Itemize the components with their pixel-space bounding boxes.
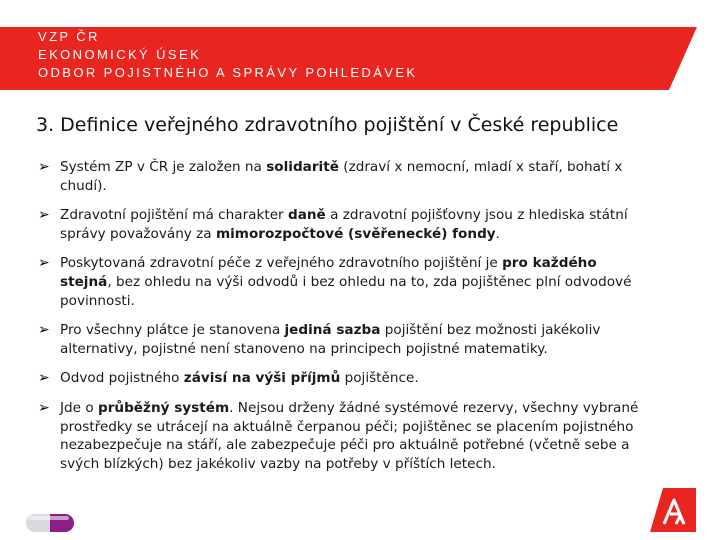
bullet-item <box>38 206 648 243</box>
slide-title: 3. Definice veřejného zdravotního pojištění v České republice <box>36 114 619 136</box>
bullet-item <box>38 369 648 388</box>
bullet-item <box>38 254 648 310</box>
bullet-emphasis: pro každého stejná <box>60 255 597 290</box>
bullet-text: . <box>495 225 500 242</box>
header-line-section: ODBOR POJISTNÉHO A SPRÁVY POHLEDÁVEK <box>38 65 418 80</box>
bullet-item <box>38 158 648 195</box>
bullet-emphasis: závisí na výši příjmů <box>183 370 341 387</box>
pill-icon <box>24 508 76 536</box>
bullet-text: Systém ZP v ČR je založen na <box>60 159 267 175</box>
bullet-emphasis: jediná sazba <box>284 322 381 339</box>
bullet-text: Odvod pojistného <box>60 370 184 387</box>
arrow-bullet-icon: ➢ <box>38 370 50 387</box>
bullet-item <box>38 321 648 358</box>
arrow-bullet-icon: ➢ <box>38 207 50 224</box>
bullet-emphasis: mimorozpočtové (svěřenecké) fondy <box>215 225 496 242</box>
arrow-bullet-icon: ➢ <box>38 159 50 175</box>
header-line-organization: VZP ČR <box>38 29 100 44</box>
bullet-text: (zdraví x nemocní, mladí x staří, bohatí x chudí). <box>60 159 623 194</box>
bullet-emphasis: daně <box>287 207 326 224</box>
vzp-logo-icon <box>650 488 696 532</box>
bullet-list <box>38 158 648 484</box>
bullet-text: Pro všechny plátce je stanovena <box>60 322 285 339</box>
arrow-bullet-icon: ➢ <box>38 399 50 416</box>
bullet-text: . Nejsou drženy žádné systémové rezervy, všechny vybrané prostředky se utrácejí na aktuálně čerpanou péči; pojištěnec se placením pojistného nezabezpečuje na stáří, ale zabezpečuje péči pro aktuálně potřebné (včetně sebe a svých blízkých) bez jakékoliv vazby na potřeby v příštích letech. <box>60 399 639 472</box>
arrow-bullet-icon: ➢ <box>38 255 50 272</box>
bullet-text: Jde o <box>60 399 98 416</box>
bullet-text: Poskytovaná zdravotní péče z veřejného zdravotního pojištění je <box>60 255 503 272</box>
organization-header <box>38 28 417 82</box>
bullet-text: , bez ohledu na výši odvodů i bez ohledu na to, zda pojištěnec plní odvodové povinnosti. <box>60 273 632 309</box>
bullet-emphasis: průběžný systém <box>97 399 230 416</box>
bullet-text: a zdravotní pojišťovny jsou z hlediska státní správy považovány za <box>60 207 628 242</box>
bullet-text: pojištění bez možnosti jakékoliv alternativy, pojistné není stanoveno na principech pojistné matematiky. <box>60 322 601 357</box>
header-line-department: EKONOMICKÝ ÚSEK <box>38 47 202 62</box>
bullet-emphasis: solidaritě <box>266 159 339 175</box>
bullet-text: Zdravotní pojištění má charakter <box>60 207 288 224</box>
bullet-item <box>38 399 648 473</box>
bullet-text: pojištěnce. <box>340 370 419 387</box>
arrow-bullet-icon: ➢ <box>38 322 50 339</box>
